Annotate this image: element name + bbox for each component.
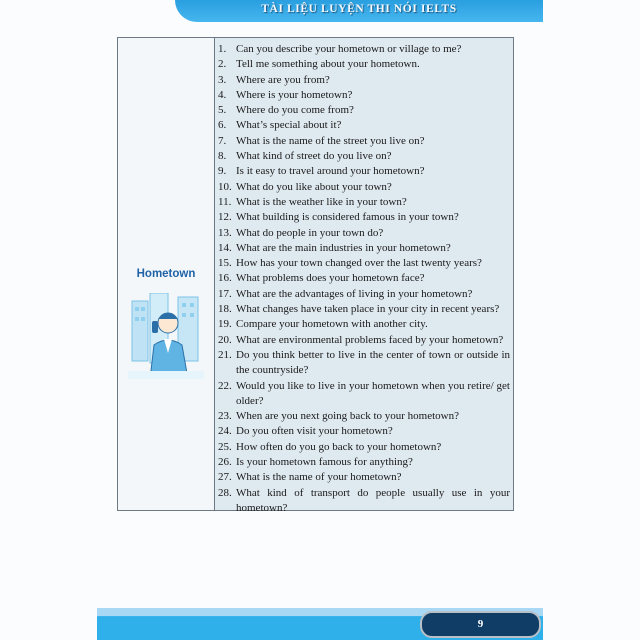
question-item [218, 134, 510, 149]
question-text: What is the name of your hometown? [236, 471, 402, 484]
question-text: What kind of transport do people usually use in your hometown? [236, 486, 510, 514]
question-number: 23. [218, 410, 232, 423]
question-item [218, 226, 510, 241]
question-text: Tell me something about your hometown. [236, 58, 420, 71]
question-number: 20. [218, 333, 232, 346]
question-item [218, 333, 510, 348]
question-item [218, 348, 510, 379]
question-text: What are the advantages of living in your hometown? [236, 287, 473, 300]
header-banner [175, 0, 543, 22]
question-item [218, 455, 510, 470]
question-table [117, 37, 514, 514]
page-number: 9 [420, 611, 541, 638]
question-item [218, 180, 510, 195]
question-text: What is the name of the street you live on? [236, 134, 425, 147]
question-item [218, 118, 510, 133]
question-item [218, 287, 510, 302]
question-item [218, 73, 510, 88]
businessman-phone-city-icon [128, 293, 204, 379]
question-text: When are you next going back to your hometown? [236, 410, 459, 423]
question-number: 7. [218, 134, 227, 147]
question-item [218, 271, 510, 286]
question-item [218, 195, 510, 210]
question-text: What are the main industries in your hometown? [236, 241, 451, 254]
question-number: 13. [218, 226, 232, 239]
question-number: 12. [218, 211, 232, 224]
question-text: Where are you from? [236, 73, 330, 86]
question-item [218, 88, 510, 103]
question-item [218, 486, 510, 517]
question-text: What do you like about your town? [236, 180, 392, 193]
question-number: 25. [218, 440, 232, 453]
question-text: Where do you come from? [236, 104, 354, 117]
question-number: 3. [218, 73, 227, 86]
question-number: 18. [218, 303, 232, 316]
question-text: Compare your hometown with another city. [236, 318, 428, 331]
question-text: Do you think better to live in the center of town or outside in the countryside? [236, 348, 510, 377]
question-number: 10. [218, 180, 232, 193]
question-text: Would you like to live in your hometown when you retire/ get older? [236, 379, 510, 407]
book-title: TÀI LIỆU LUYỆN THI NÓI IELTS [261, 3, 457, 15]
question-number: 22. [218, 379, 232, 392]
question-number: 27. [218, 471, 232, 484]
question-item [218, 256, 510, 271]
question-text: How has your town changed over the last twenty years? [236, 257, 482, 270]
question-number: 16. [218, 272, 232, 285]
question-item [218, 103, 510, 118]
question-number: 4. [218, 88, 227, 101]
question-number: 28. [218, 486, 232, 499]
question-item [218, 149, 510, 164]
question-number: 19. [218, 318, 232, 331]
question-text: How often do you go back to your hometown? [236, 440, 442, 453]
question-number: 24. [218, 425, 232, 438]
question-item [218, 210, 510, 225]
question-number: 15. [218, 257, 232, 270]
question-number: 11. [218, 195, 232, 208]
question-text: Do you often visit your hometown? [236, 425, 393, 438]
question-item [218, 424, 510, 439]
question-item [218, 57, 510, 72]
question-number: 5. [218, 104, 227, 117]
question-item [218, 302, 510, 317]
question-item [218, 164, 510, 179]
question-text: What is the weather like in your town? [236, 195, 407, 208]
question-number: 1. [218, 43, 227, 55]
question-item [218, 409, 510, 424]
question-text: What are environmental problems faced by your hometown? [236, 333, 504, 346]
question-number: 14. [218, 241, 232, 254]
question-item [218, 42, 510, 57]
question-number: 2. [218, 58, 227, 71]
question-number: 8. [218, 150, 227, 163]
question-item [218, 241, 510, 256]
question-text: Can you describe your hometown or village to me? [236, 43, 462, 55]
question-text: What changes have taken place in your city in recent years? [236, 303, 500, 316]
question-text: Is your hometown famous for anything? [236, 456, 413, 469]
question-number: 26. [218, 456, 232, 469]
question-text: Is it easy to travel around your hometown? [236, 165, 425, 178]
question-text: What problems does your hometown face? [236, 272, 425, 285]
question-item [218, 317, 510, 332]
question-number: 21. [218, 348, 232, 361]
question-text: What kind of street do you live on? [236, 150, 392, 163]
question-text: What’s special about it? [236, 119, 342, 132]
question-item [218, 440, 510, 455]
question-item [218, 470, 510, 485]
question-item [218, 379, 510, 410]
question-list [218, 42, 510, 516]
question-text: What do people in your town do? [236, 226, 384, 239]
question-text: What building is considered famous in your town? [236, 211, 459, 224]
question-text: Where is your hometown? [236, 88, 353, 101]
question-number: 6. [218, 119, 227, 132]
question-number: 17. [218, 287, 232, 300]
topic-label: Hometown [136, 268, 196, 280]
topic-cell [118, 38, 215, 510]
question-number: 9. [218, 165, 227, 178]
